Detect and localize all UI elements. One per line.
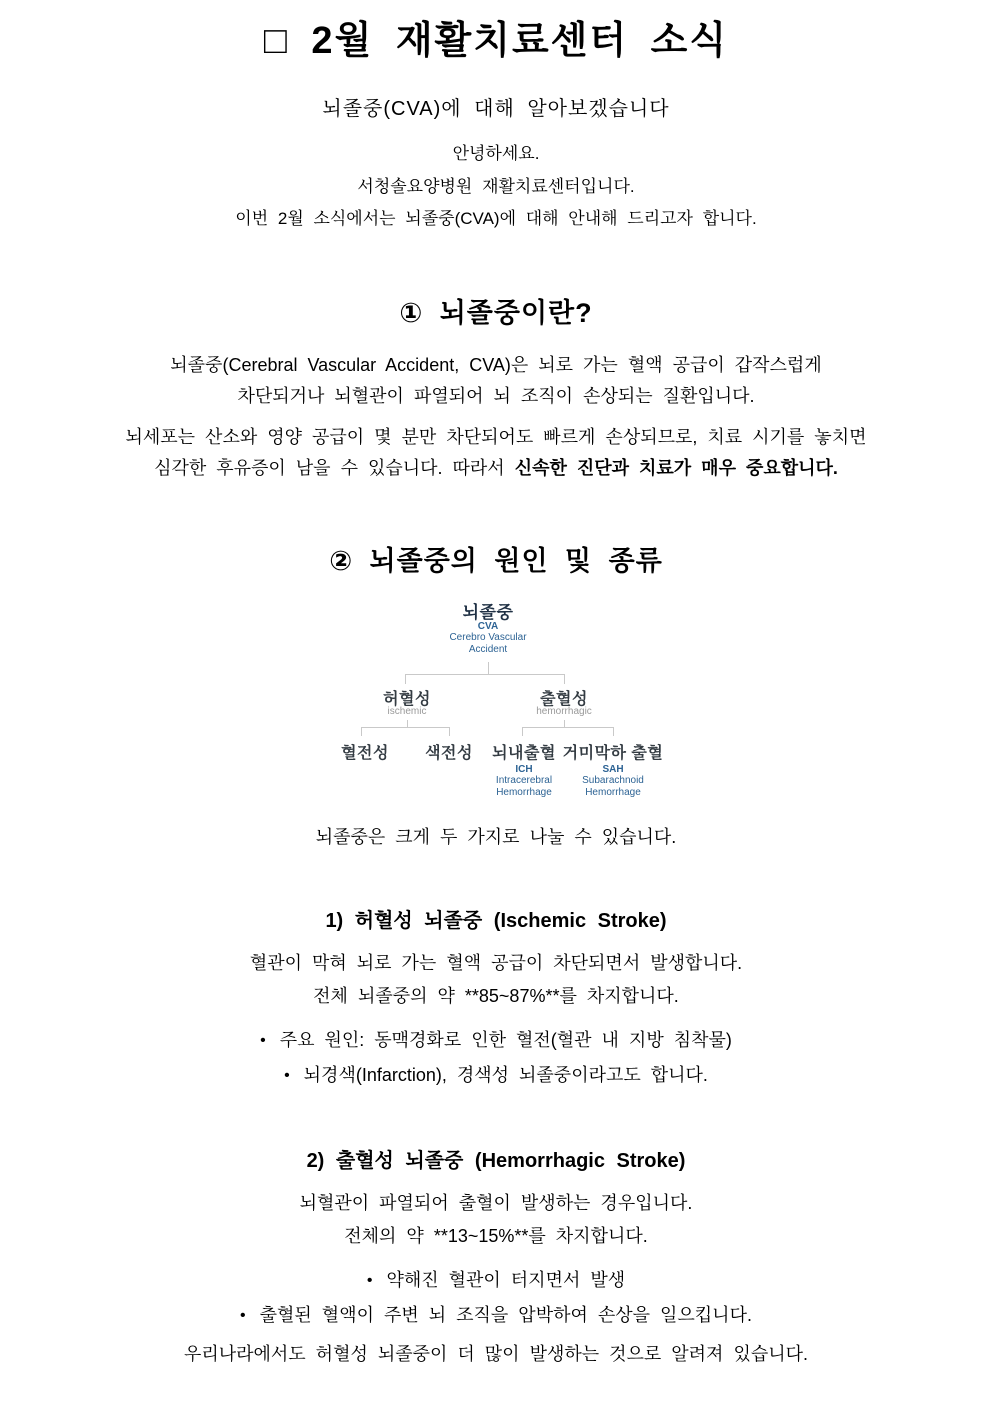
paragraph-line: 차단되거나 뇌혈관이 파열되어 뇌 조직이 손상되는 질환입니다. <box>237 385 755 406</box>
diagram-connector <box>488 662 489 674</box>
bullet-icon: • <box>284 1066 290 1084</box>
closing-line: 우리나라에서도 허혈성 뇌졸중이 더 많이 발생하는 것으로 알려져 있습니다. <box>183 1343 809 1364</box>
paragraph-line <box>0 453 992 484</box>
diagram-connector <box>613 727 614 736</box>
paragraph-line: 뇌세포는 산소와 영양 공급이 몇 분만 차단되어도 빠르게 손상되므로, 치료 시기를 놓치면 <box>125 426 867 447</box>
intro-line: 이번 2월 소식에서는 뇌졸중(CVA)에 대해 안내해 드리고자 합니다. <box>235 209 757 228</box>
stroke-classification-diagram <box>331 598 664 806</box>
subsection2-body <box>0 1187 992 1253</box>
paragraph-text-normal: 심각한 후유증이 남을 수 있습니다. 따라서 <box>154 457 515 478</box>
subsection1-body <box>0 947 992 1013</box>
diagram-connector <box>564 720 565 727</box>
diagram-connector <box>449 727 450 736</box>
section1-paragraph1 <box>0 350 992 412</box>
diagram-leaf-sub-line: Hemorrhage <box>585 786 641 798</box>
diagram-connector <box>405 674 406 684</box>
body-line: 전체 뇌졸중의 약 **85~87%**를 차지합니다. <box>313 985 679 1006</box>
bullet-icon: • <box>366 1271 373 1289</box>
subsection2-bullets <box>0 1263 992 1333</box>
diagram-caption: 뇌졸중은 크게 두 가지로 나눌 수 있습니다. <box>315 826 677 847</box>
diagram-node-ischemic-sublabel: ischemic <box>387 705 427 717</box>
bullet-text: 주요 원인: 동맥경화로 인한 혈전(혈관 내 지방 침착물) <box>279 1029 732 1050</box>
diagram-leaf-sub-line: SAH <box>602 763 624 775</box>
body-line: 뇌혈관이 파열되어 출혈이 발생하는 경우입니다. <box>299 1192 693 1213</box>
diagram-root-sublabel <box>449 621 526 656</box>
diagram-root-label: 뇌졸중 <box>462 602 514 622</box>
subsection1-heading: 1) 허혈성 뇌졸중 (Ischemic Stroke) <box>325 909 667 932</box>
diagram-leaf-sub-line: Hemorrhage <box>496 786 552 798</box>
bullet-text: 약해진 혈관이 터지면서 발생 <box>386 1269 626 1290</box>
bullet-item <box>0 1023 992 1058</box>
diagram-leaf-ich-label: 뇌내출혈 <box>492 744 556 762</box>
diagram-root-sub-line: Cerebro Vascular <box>449 632 527 643</box>
diagram-leaf-sah-sublabel <box>582 764 644 799</box>
paragraph-text-emphasis: 신속한 진단과 치료가 매우 중요합니다. <box>514 457 838 478</box>
diagram-connector <box>564 674 565 684</box>
section1-heading: ① 뇌졸중이란? <box>399 297 593 328</box>
bullet-item <box>0 1298 992 1333</box>
subsection1-bullets <box>0 1023 992 1093</box>
diagram-connector <box>522 727 614 728</box>
diagram-leaf-sub-line: ICH <box>515 763 533 775</box>
section1-paragraph2 <box>0 422 992 484</box>
intro-line: 서청솔요양병원 재활치료센터입니다. <box>357 176 635 196</box>
paragraph-line: 뇌졸중(Cerebral Vascular Accident, CVA)은 뇌로 가는 혈액 공급이 갑작스럽게 <box>170 354 822 375</box>
diagram-connector <box>407 720 408 727</box>
intro-line: 안녕하세요. <box>452 144 540 163</box>
diagram-connector <box>361 727 362 736</box>
diagram-leaf-sub-line: Intracerebral <box>495 775 553 786</box>
diagram-connector <box>405 674 565 675</box>
page-subtitle: 뇌졸중(CVA)에 대해 알아보겠습니다 <box>322 98 670 120</box>
bullet-item <box>0 1058 992 1093</box>
body-line: 혈관이 막혀 뇌로 가는 혈액 공급이 차단되면서 발생합니다. <box>249 952 743 973</box>
diagram-root-sub-line: Accident <box>468 643 508 655</box>
page-title: □ 2월 재활치료센터 소식 <box>263 20 729 62</box>
diagram-connector <box>522 727 523 736</box>
bullet-text: 출혈된 혈액이 주변 뇌 조직을 압박하여 손상을 일으킵니다. <box>259 1304 752 1325</box>
diagram-leaf-ich-sublabel <box>496 764 552 799</box>
bullet-text: 뇌경색(Infarction), 경색성 뇌졸중이라고도 합니다. <box>303 1064 708 1085</box>
diagram-leaf-thrombotic-label: 혈전성 <box>341 744 389 762</box>
intro-paragraph <box>0 138 992 236</box>
diagram-node-ischemic-label: 허혈성 <box>383 690 431 708</box>
diagram-leaf-embolic-label: 색전성 <box>425 744 473 762</box>
diagram-node-hemorrhagic-label: 출혈성 <box>540 690 588 708</box>
diagram-connector <box>361 727 450 728</box>
diagram-leaf-sub-line: Subarachnoid <box>582 775 644 786</box>
bullet-item <box>0 1263 992 1298</box>
diagram-leaf-sah-label: 거미막하 출혈 <box>562 744 664 762</box>
diagram-root-sub-line: CVA <box>477 620 499 632</box>
body-line: 전체의 약 **13~15%**를 차지합니다. <box>344 1225 648 1246</box>
subsection2-heading: 2) 출혈성 뇌졸중 (Hemorrhagic Stroke) <box>306 1149 686 1172</box>
diagram-node-hemorrhagic-sublabel: hemorrhagic <box>536 705 592 717</box>
section2-heading: ② 뇌졸중의 원인 및 종류 <box>329 545 663 576</box>
bullet-icon: • <box>240 1306 246 1324</box>
bullet-icon: • <box>260 1031 266 1049</box>
